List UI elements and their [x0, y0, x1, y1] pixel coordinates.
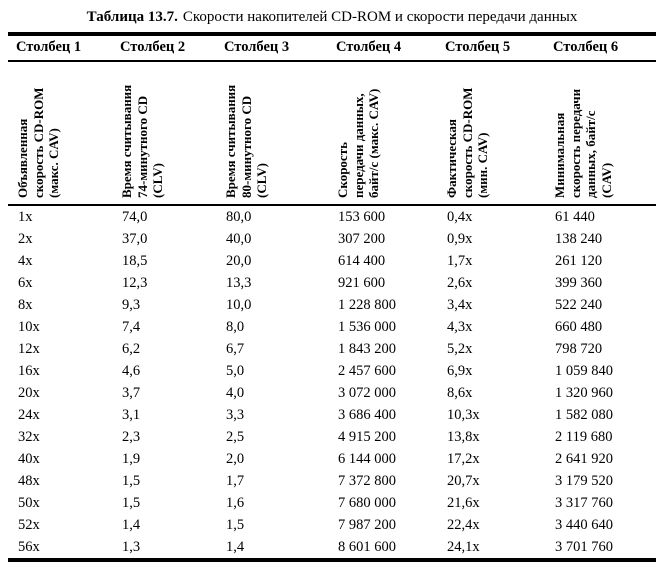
- table-cell: 8,6x: [447, 384, 473, 401]
- vertical-header-line: 80-минутного CD: [238, 95, 254, 198]
- vertical-header-line: скорость CD-ROM: [459, 87, 475, 198]
- table-cell: 12,3: [122, 274, 148, 291]
- table-cell: 2,0: [226, 450, 245, 467]
- table-row: [8, 294, 656, 316]
- vertical-header-row: [8, 61, 656, 205]
- column-label-row: [8, 34, 656, 61]
- table-cell: 7,4: [122, 318, 141, 335]
- table-cell: 1 536 000: [338, 318, 396, 335]
- table-cell: 17,2x: [447, 450, 480, 467]
- table-cell: 8x: [18, 296, 33, 313]
- table-cell: 40x: [18, 450, 40, 467]
- table-cell: 660 480: [555, 318, 603, 335]
- table-cell: 399 360: [555, 274, 603, 291]
- table-row: [8, 360, 656, 382]
- vertical-header-line: скорость передачи: [567, 88, 583, 198]
- table-cell: 7 987 200: [338, 516, 396, 533]
- table-cell: 2 457 600: [338, 362, 396, 379]
- table-caption-text: Скорости накопителей CD-ROM и скорости передачи данных: [182, 9, 578, 25]
- cdrom-speed-table: [8, 32, 656, 562]
- table-cell: 8,0: [226, 318, 245, 335]
- table-cell: 4,3x: [447, 318, 473, 335]
- table-cell: 2,3: [122, 428, 141, 445]
- column-label-2: Столбец 2: [112, 34, 216, 61]
- table-cell: 1 320 960: [555, 384, 613, 401]
- table-cell: 6x: [18, 274, 33, 291]
- vertical-header-line: передачи данных,: [350, 93, 366, 198]
- table-cell: 6 144 000: [338, 450, 396, 467]
- table-row: [8, 316, 656, 338]
- table-cell: 2 119 680: [555, 428, 613, 445]
- table-cell: 10,3x: [447, 406, 480, 423]
- column-label-4: Столбец 4: [328, 34, 437, 61]
- table-cell: 13,3: [226, 274, 252, 291]
- vertical-header-text: [552, 60, 614, 198]
- table-cell: 0,9x: [447, 230, 473, 247]
- vertical-header-text: [119, 60, 166, 198]
- table-cell: 3 179 520: [555, 472, 613, 489]
- table-number: Таблица 13.7.: [86, 9, 178, 25]
- vertical-header-6: [545, 61, 656, 205]
- table-cell: 3 440 640: [555, 516, 613, 533]
- table-cell: 8 601 600: [338, 538, 396, 555]
- table-cell: 3,4x: [447, 296, 473, 313]
- table-cell: 9,3: [122, 296, 141, 313]
- table-row: [8, 404, 656, 426]
- table-cell: 74,0: [122, 208, 148, 225]
- column-label-5: Столбец 5: [437, 34, 545, 61]
- table-row: [8, 382, 656, 404]
- table-cell: 32x: [18, 428, 40, 445]
- vertical-header-line: Фактическая: [444, 119, 459, 198]
- table-cell: 522 240: [555, 296, 603, 313]
- table-cell: 1 843 200: [338, 340, 396, 357]
- table-cell: 1,4: [226, 538, 245, 555]
- table-cell: 3,3: [226, 406, 245, 423]
- vertical-header-line: (CAV): [598, 162, 614, 198]
- table-cell: 16x: [18, 362, 40, 379]
- table-cell: 1,5: [122, 494, 141, 511]
- table-cell: 24,1x: [447, 538, 480, 555]
- table-cell: 1 582 080: [555, 406, 613, 423]
- vertical-header-line: (мин. CAV): [475, 132, 490, 198]
- table-cell: 153 600: [338, 208, 386, 225]
- table-cell: 1 059 840: [555, 362, 613, 379]
- vertical-header-3: [216, 61, 328, 205]
- table-cell: 2 641 920: [555, 450, 613, 467]
- table-cell: 921 600: [338, 274, 386, 291]
- vertical-header-line: Время считывания: [119, 84, 134, 198]
- table-cell: 1,5: [226, 516, 245, 533]
- table-cell: 6,2: [122, 340, 141, 357]
- table-cell: 3,1: [122, 406, 141, 423]
- vertical-header-line: байт/с (макс. CAV): [366, 88, 381, 198]
- column-label-1: Столбец 1: [8, 34, 112, 61]
- table-cell: 40,0: [226, 230, 252, 247]
- table-body: [8, 205, 656, 560]
- table-cell: 0,4x: [447, 208, 473, 225]
- table-cell: 3,7: [122, 384, 141, 401]
- vertical-header-line: данных, байт/с: [583, 110, 598, 198]
- table-cell: 21,6x: [447, 494, 480, 511]
- table-row: [8, 514, 656, 536]
- table-cell: 48x: [18, 472, 40, 489]
- vertical-header-line: (CLV): [254, 163, 269, 198]
- table-cell: 52x: [18, 516, 40, 533]
- table-cell: 3 072 000: [338, 384, 396, 401]
- vertical-header-line: Объявленная: [15, 118, 30, 198]
- table-cell: 2x: [18, 230, 33, 247]
- table-cell: 10x: [18, 318, 40, 335]
- table-cell: 5,2x: [447, 340, 473, 357]
- vertical-header-2: [112, 61, 216, 205]
- table-cell: 3 317 760: [555, 494, 613, 511]
- table-cell: 7 372 800: [338, 472, 396, 489]
- table-cell: 4 915 200: [338, 428, 396, 445]
- table-cell: 7 680 000: [338, 494, 396, 511]
- table-row: [8, 338, 656, 360]
- table-cell: 307 200: [338, 230, 386, 247]
- vertical-header-line: Время считывания: [223, 84, 238, 198]
- vertical-header-line: (макс. CAV): [46, 128, 61, 198]
- vertical-header-text: [15, 60, 62, 198]
- table-cell: 12x: [18, 340, 40, 357]
- table-cell: 1x: [18, 208, 33, 225]
- table-cell: 1,5: [122, 472, 141, 489]
- table-row: [8, 250, 656, 272]
- table-row: [8, 536, 656, 560]
- vertical-header-text: [223, 60, 270, 198]
- table-cell: 37,0: [122, 230, 148, 247]
- book-page: [0, 8, 664, 564]
- table-cell: 20x: [18, 384, 40, 401]
- vertical-header-text: [444, 60, 491, 198]
- vertical-header-line: (CLV): [150, 163, 165, 198]
- table-row: [8, 492, 656, 514]
- table-cell: 61 440: [555, 208, 595, 225]
- table-cell: 24x: [18, 406, 40, 423]
- table-cell: 56x: [18, 538, 40, 555]
- table-cell: 138 240: [555, 230, 603, 247]
- table-cell: 5,0: [226, 362, 245, 379]
- table-cell: 1,3: [122, 538, 141, 555]
- table-cell: 4x: [18, 252, 33, 269]
- table-cell: 13,8x: [447, 428, 480, 445]
- table-cell: 50x: [18, 494, 40, 511]
- table-row: [8, 470, 656, 492]
- table-cell: 10,0: [226, 296, 252, 313]
- table-caption: [0, 8, 664, 26]
- table-row: [8, 448, 656, 470]
- table-cell: 2,5: [226, 428, 245, 445]
- table-cell: 614 400: [338, 252, 386, 269]
- vertical-header-line: 74-минутного CD: [134, 95, 150, 198]
- vertical-header-text: [335, 60, 382, 198]
- table-row: [8, 228, 656, 250]
- table-cell: 6,7: [226, 340, 245, 357]
- vertical-header-5: [437, 61, 545, 205]
- table-cell: 3 686 400: [338, 406, 396, 423]
- table-cell: 20,7x: [447, 472, 480, 489]
- table-cell: 798 720: [555, 340, 603, 357]
- table-cell: 4,0: [226, 384, 245, 401]
- vertical-header-line: Скорость: [335, 142, 350, 198]
- column-label-3: Столбец 3: [216, 34, 328, 61]
- table-cell: 20,0: [226, 252, 252, 269]
- table-cell: 1,4: [122, 516, 141, 533]
- table-cell: 1,6: [226, 494, 245, 511]
- table-cell: 2,6x: [447, 274, 473, 291]
- table-cell: 18,5: [122, 252, 148, 269]
- table-row: [8, 272, 656, 294]
- table-row: [8, 205, 656, 228]
- table-cell: 80,0: [226, 208, 252, 225]
- vertical-header-line: скорость CD-ROM: [30, 87, 46, 198]
- table-row: [8, 426, 656, 448]
- vertical-header-4: [328, 61, 437, 205]
- table-cell: 6,9x: [447, 362, 473, 379]
- table-cell: 22,4x: [447, 516, 480, 533]
- table-cell: 1,7x: [447, 252, 473, 269]
- table-cell: 1,9: [122, 450, 141, 467]
- vertical-header-1: [8, 61, 112, 205]
- vertical-header-line: Минимальная: [552, 112, 567, 198]
- table-cell: 1 228 800: [338, 296, 396, 313]
- table-cell: 4,6: [122, 362, 141, 379]
- column-label-6: Столбец 6: [545, 34, 656, 61]
- table-cell: 1,7: [226, 472, 245, 489]
- table-cell: 261 120: [555, 252, 603, 269]
- table-cell: 3 701 760: [555, 538, 613, 555]
